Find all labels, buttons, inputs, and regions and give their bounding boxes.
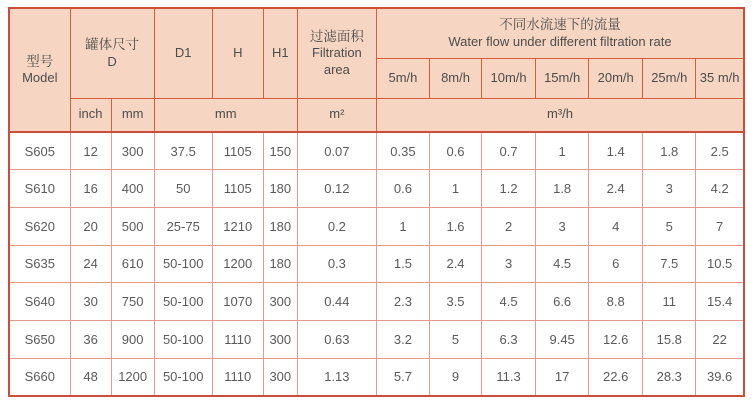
- tank-inch-cell: 36: [70, 320, 111, 358]
- tank-inch-cell: 16: [70, 170, 111, 208]
- filtration-area-cell: 0.3: [297, 245, 376, 283]
- flow-cell: 6.6: [536, 283, 589, 321]
- unit-area-m2: m²: [297, 98, 376, 132]
- col-header-rate-20mh: 20m/h: [589, 58, 643, 98]
- unit-inch: inch: [70, 98, 111, 132]
- flow-cell: 5: [429, 320, 481, 358]
- tank-inch-cell: 12: [70, 132, 111, 170]
- table-row: [9, 132, 744, 170]
- unit-mm-group: mm: [154, 98, 297, 132]
- flow-cell: 1.5: [376, 245, 429, 283]
- model-cell: S640: [9, 283, 70, 321]
- col-header-h1: H1: [263, 8, 297, 98]
- d1-cell: 50-100: [154, 245, 212, 283]
- table-row: [9, 283, 744, 321]
- flow-cell: 11: [643, 283, 696, 321]
- h1-cell: 180: [263, 207, 297, 245]
- col-header-filtration-en2: area: [323, 62, 350, 78]
- d1-cell: 50-100: [154, 358, 212, 396]
- d1-cell: 50-100: [154, 320, 212, 358]
- flow-cell: 12.6: [589, 320, 643, 358]
- col-header-rate-25mh: 25m/h: [643, 58, 696, 98]
- h-cell: 1200: [212, 245, 263, 283]
- col-header-tank-size-d: D: [107, 53, 117, 69]
- d1-cell: 50-100: [154, 283, 212, 321]
- h-cell: 1070: [212, 283, 263, 321]
- flow-cell: 0.6: [376, 170, 429, 208]
- h1-cell: 300: [263, 358, 297, 396]
- flow-cell: 7.5: [643, 245, 696, 283]
- h-cell: 1105: [212, 170, 263, 208]
- flow-cell: 3.2: [376, 320, 429, 358]
- h1-cell: 180: [263, 170, 297, 208]
- d1-cell: 25-75: [154, 207, 212, 245]
- flow-cell: 22: [696, 320, 744, 358]
- tank-inch-cell: 30: [70, 283, 111, 321]
- col-header-model-zh: 型号: [26, 53, 54, 69]
- flow-cell: 4.2: [696, 170, 744, 208]
- filtration-area-cell: 1.13: [297, 358, 376, 396]
- flow-cell: 1: [429, 170, 481, 208]
- spec-table-body: [9, 132, 744, 396]
- model-cell: S660: [9, 358, 70, 396]
- flow-cell: 0.7: [482, 132, 536, 170]
- filtration-area-cell: 0.2: [297, 207, 376, 245]
- flow-cell: 3: [643, 170, 696, 208]
- flow-cell: 10.5: [696, 245, 744, 283]
- h1-cell: 300: [263, 283, 297, 321]
- filtration-area-cell: 0.12: [297, 170, 376, 208]
- tank-mm-cell: 400: [111, 170, 154, 208]
- flow-cell: 0.35: [376, 132, 429, 170]
- table-row: [9, 245, 744, 283]
- col-header-rate-5mh: 5m/h: [376, 58, 429, 98]
- col-header-tank-size-zh: 罐体尺寸: [85, 37, 140, 53]
- col-header-tank-size: [70, 8, 154, 98]
- model-cell: S605: [9, 132, 70, 170]
- flow-cell: 1.8: [643, 132, 696, 170]
- table-row: [9, 170, 744, 208]
- tank-inch-cell: 20: [70, 207, 111, 245]
- h1-cell: 300: [263, 320, 297, 358]
- flow-cell: 6.3: [482, 320, 536, 358]
- filtration-area-cell: 0.63: [297, 320, 376, 358]
- flow-cell: 1.6: [429, 207, 481, 245]
- col-header-rate-8mh: 8m/h: [429, 58, 481, 98]
- flow-cell: 1: [376, 207, 429, 245]
- flow-cell: 2: [482, 207, 536, 245]
- flow-cell: 4.5: [536, 245, 589, 283]
- col-header-rate-35mh: 35 m/h: [696, 58, 744, 98]
- header-row-groups: [9, 8, 744, 58]
- tank-mm-cell: 900: [111, 320, 154, 358]
- h-cell: 1110: [212, 320, 263, 358]
- flow-cell: 15.4: [696, 283, 744, 321]
- flow-cell: 11.3: [482, 358, 536, 396]
- model-cell: S635: [9, 245, 70, 283]
- header-row-units: [9, 98, 744, 132]
- col-header-water-flow: [376, 8, 744, 58]
- flow-cell: 2.5: [696, 132, 744, 170]
- h-cell: 1105: [212, 132, 263, 170]
- flow-cell: 17: [536, 358, 589, 396]
- flow-cell: 28.3: [643, 358, 696, 396]
- col-header-filtration-area: [297, 8, 376, 98]
- flow-cell: 7: [696, 207, 744, 245]
- flow-cell: 1.2: [482, 170, 536, 208]
- tank-mm-cell: 1200: [111, 358, 154, 396]
- flow-cell: 1.8: [536, 170, 589, 208]
- flow-cell: 1.4: [589, 132, 643, 170]
- h-cell: 1110: [212, 358, 263, 396]
- col-header-filtration-en1: Filtration: [311, 45, 362, 61]
- flow-cell: 22.6: [589, 358, 643, 396]
- tank-mm-cell: 300: [111, 132, 154, 170]
- col-header-model-en: Model: [22, 70, 58, 86]
- d1-cell: 50: [154, 170, 212, 208]
- unit-mm: mm: [111, 98, 154, 132]
- flow-cell: 1: [536, 132, 589, 170]
- flow-cell: 15.8: [643, 320, 696, 358]
- flow-cell: 6: [589, 245, 643, 283]
- flow-cell: 3: [482, 245, 536, 283]
- col-header-water-flow-zh: 不同水流速下的流量: [499, 17, 621, 33]
- unit-flow-m3h: m³/h: [376, 98, 744, 132]
- h1-cell: 180: [263, 245, 297, 283]
- model-cell: S620: [9, 207, 70, 245]
- col-header-rate-15mh: 15m/h: [536, 58, 589, 98]
- model-cell: S610: [9, 170, 70, 208]
- flow-cell: 2.4: [589, 170, 643, 208]
- model-cell: S650: [9, 320, 70, 358]
- flow-cell: 9.45: [536, 320, 589, 358]
- h1-cell: 150: [263, 132, 297, 170]
- flow-cell: 4: [589, 207, 643, 245]
- col-header-model: [9, 8, 70, 132]
- flow-cell: 5.7: [376, 358, 429, 396]
- spec-table: [8, 7, 745, 397]
- filtration-area-cell: 0.44: [297, 283, 376, 321]
- tank-inch-cell: 24: [70, 245, 111, 283]
- tank-mm-cell: 500: [111, 207, 154, 245]
- col-header-d1: D1: [154, 8, 212, 98]
- tank-mm-cell: 750: [111, 283, 154, 321]
- flow-cell: 3: [536, 207, 589, 245]
- flow-cell: 5: [643, 207, 696, 245]
- flow-cell: 2.3: [376, 283, 429, 321]
- col-header-rate-10mh: 10m/h: [482, 58, 536, 98]
- col-header-water-flow-en: Water flow under different filtration rate: [448, 33, 672, 49]
- d1-cell: 37.5: [154, 132, 212, 170]
- flow-cell: 3.5: [429, 283, 481, 321]
- flow-cell: 9: [429, 358, 481, 396]
- filtration-area-cell: 0.07: [297, 132, 376, 170]
- col-header-h: H: [212, 8, 263, 98]
- flow-cell: 0.6: [429, 132, 481, 170]
- table-row: [9, 207, 744, 245]
- col-header-filtration-zh: 过滤面积: [309, 28, 364, 44]
- flow-cell: 2.4: [429, 245, 481, 283]
- table-row: [9, 358, 744, 396]
- flow-cell: 39.6: [696, 358, 744, 396]
- table-row: [9, 320, 744, 358]
- tank-mm-cell: 610: [111, 245, 154, 283]
- h-cell: 1210: [212, 207, 263, 245]
- flow-cell: 4.5: [482, 283, 536, 321]
- flow-cell: 8.8: [589, 283, 643, 321]
- tank-inch-cell: 48: [70, 358, 111, 396]
